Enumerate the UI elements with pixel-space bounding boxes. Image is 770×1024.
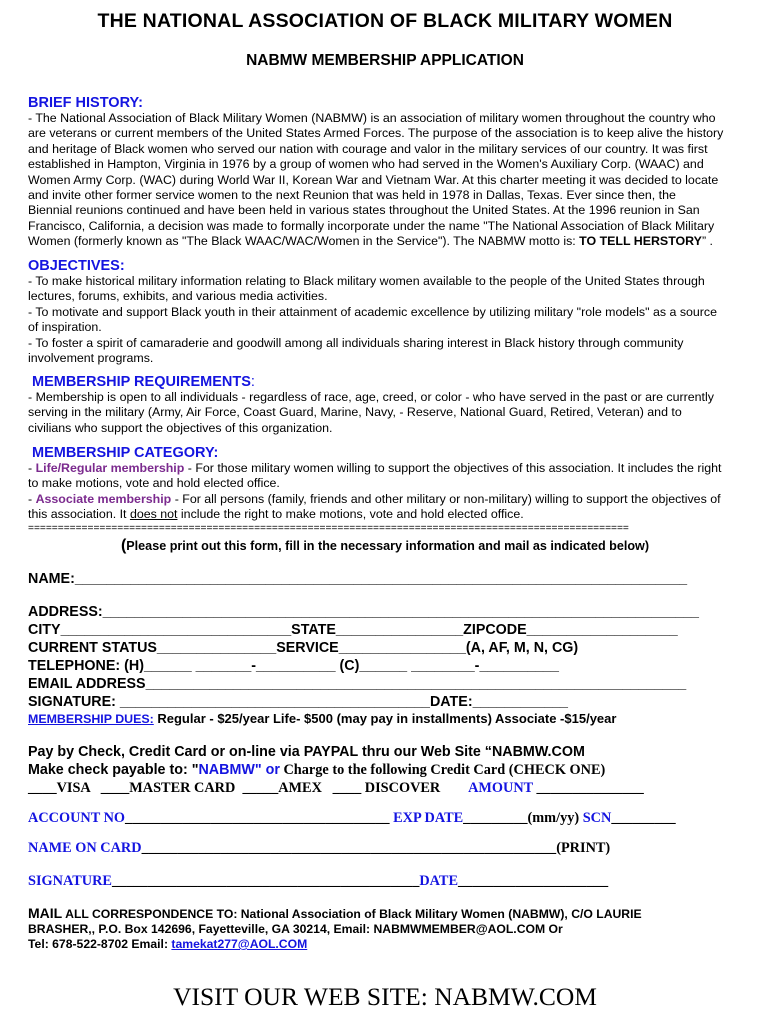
contact-email-link[interactable]: tamekat277@AOL.COM [171,937,308,951]
motto: TO TELL HERSTORY [579,234,702,249]
category-heading: MEMBERSHIP CATEGORY: [32,445,219,461]
history-line: Francisco, California, a decision was made to formally incorporate under the name "The National Association of Black Military [28,218,715,233]
payment-instructions: Pay by Check, Credit Card or on-line via PAYPAL thru our Web Site “NABMW.COM [28,744,585,760]
city-state-zip-field[interactable]: CITY_____________________________STATE________________ZIPCODE___________________ [28,622,678,638]
page-subtitle: NABMW MEMBERSHIP APPLICATION [246,52,524,69]
history-line: Biennial reunions continued and have been held in various states throughout the United States. At the 1996 reunion in San [28,203,700,218]
footer-website: VISIT OUR WEB SITE: NABMW.COM [173,982,597,1011]
history-line: and invite other former service women to the next Reunion that was held in 1978 in Dallas, Texas. Ever since then, the [28,188,676,203]
objective-line: lectures, forums, exhibits, and various media activities. [28,289,328,304]
requirement-line: civilians who support the objectives of this organization. [28,420,333,435]
life-membership-label: Life/Regular membership [35,461,185,475]
payable-to: Make check payable to: "NABMW" or Charge to the following Credit Card (CHECK ONE) [28,762,606,778]
objectives-list [28,274,740,366]
card-signature-field[interactable]: SIGNATURE___________________________________________DATE_____________________ [28,873,609,889]
objective-line: - To make historical military information relating to Black military women available to the people of the United States through [28,274,705,288]
divider: ===================================================================================================== [28,523,629,534]
amount-label: AMOUNT [468,780,533,796]
history-line: and heritage of Black women who served our nation with courage and valor in the military services of our country. It was first [28,141,708,156]
signature-date-field[interactable]: SIGNATURE: _______________________________________DATE:____________ [28,694,569,710]
instructions: (Please print out this form, fill in the necessary information and mail as indicated below) [120,537,650,554]
objective-line: involvement programs. [28,351,154,366]
address-field[interactable]: ADDRESS:___________________________________________________________________________ [28,604,700,620]
email-field[interactable]: EMAIL ADDRESS____________________________________________________________________ [28,676,687,692]
history-heading: BRIEF HISTORY: [28,95,143,111]
page-title: THE NATIONAL ASSOCIATION OF BLACK MILITARY WOMEN [97,10,673,32]
requirement-line: - Membership is open to all individuals - regardless of race, age, creed, or color - who have served in the past or are currently [28,390,714,404]
card-type-options[interactable]: ____VISA ____MASTER CARD _____AMEX ____ DISCOVER AMOUNT _______________ [28,780,644,796]
associate-membership-label: Associate membership [35,491,172,506]
dues-label: MEMBERSHIP DUES: [28,712,154,726]
history-line: are veterans or current members of the United States Armed Forces. The purpose of the association is to keep alive the history [28,126,724,141]
requirements-text [28,390,740,436]
objective-line: of inspiration. [28,320,102,335]
category-life-cont: to make motions, vote and hold elected office. [28,476,280,491]
telephone-field[interactable]: TELEPHONE: (H)______ _______-__________ (C)______ ________-__________ [28,658,559,674]
status-service-field[interactable]: CURRENT STATUS_______________SERVICE________________(A, AF, M, N, CG) [28,640,579,656]
name-on-card-field[interactable]: NAME ON CARD__________________________________________________________(PRINT) [28,840,611,856]
requirements-heading: MEMBERSHIP REQUIREMENTS: [32,374,255,390]
membership-dues: MEMBERSHIP DUES: Regular - $25/year Life- $500 (may pay in installments) Associate -$15/year [28,711,617,726]
category-life: - Life/Regular membership - For those military women willing to support the objectives of this association. It includes the right [28,461,722,475]
objective-line: - To motivate and support Black youth in their attainment of academic excellence by utilizing military "role models" as a source [28,304,718,319]
objective-line: - To foster a spirit of camaraderie and goodwill among all individuals sharing interest in Black history through community [28,335,684,350]
category-associate: - Associate membership - For all persons (family, friends and other military or non-military) willing to support the objectives of [28,491,721,506]
objectives-heading: OBJECTIVES: [28,258,125,274]
account-exp-scn-field[interactable]: ACCOUNT NO_____________________________________ EXP DATE_________(mm/yy) SCN_________ [28,810,676,826]
name-field[interactable]: NAME:_____________________________________________________________________________ [28,571,688,587]
requirement-line: serving in the military (Army, Air Force, Coast Guard, Marine, Navy, - Reserve, National Guard, Retired, Veteran) and to [28,405,682,420]
history-line: - The National Association of Black Military Women (NABMW) is an association of military women throughout the country who [28,111,716,125]
category-text [28,461,740,523]
history-line: Women Army Corp. (WAC) during World War II, Korean War and Vietnam War. At this charter meeting it was decided to locate [28,172,719,187]
category-associate-cont: this association. It does not include the right to make motions, vote and hold elected office. [28,507,524,522]
history-line-last: Women (formerly known as "The Black WAAC/WAC/Women in the Service"). The NABMW motto is: TO TELL HERSTORY” . [28,234,713,249]
history-line: established in Hampton, Virginia in 1976 by a group of women who had served in the Women's Auxiliary Corp. (WAAC) and [28,157,704,172]
mailing-address: MAIL ALL CORRESPONDENCE TO: National Association of Black Military Women (NABMW), C/O LAURIE BRASHER,, P.O. Box 142696, Fayetteville, GA 30214, Email: NABMWMEMBER@AOL.COM Or Tel: 678-522-8702 Email: tamekat277@AOL.COM [28,905,642,951]
history-paragraph [28,111,740,250]
